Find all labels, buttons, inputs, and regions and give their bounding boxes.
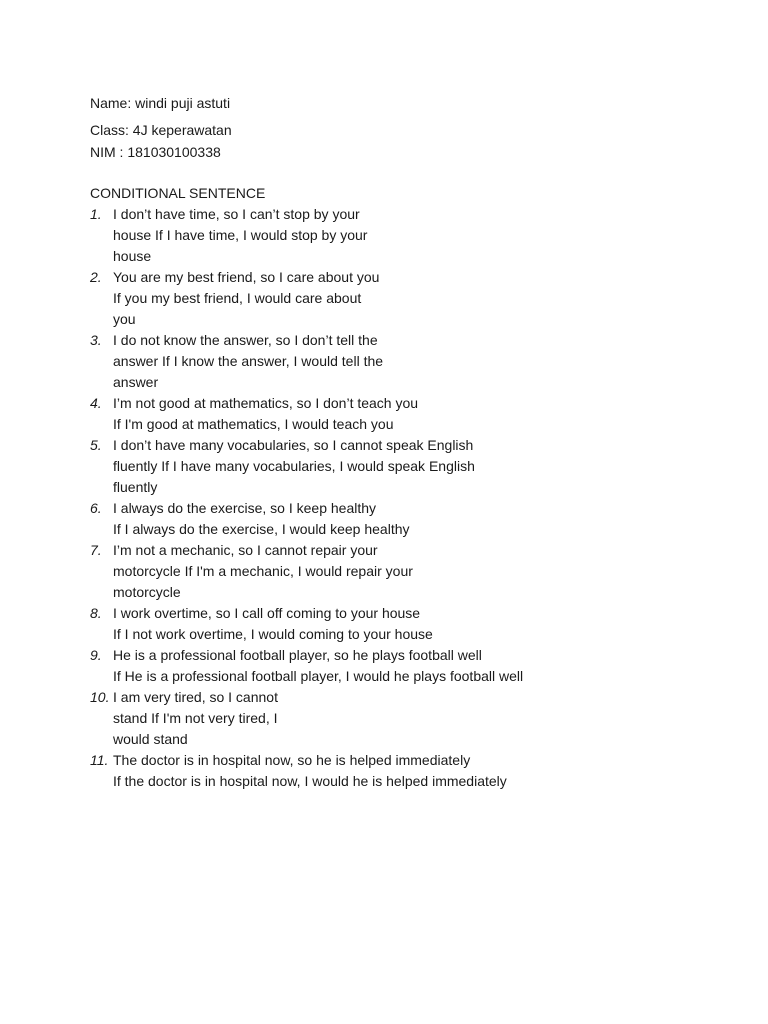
- list-item-number: 7.: [90, 542, 102, 558]
- list-item-line: I always do the exercise, so I keep healthy: [113, 500, 377, 516]
- list-item-number: 2.: [90, 269, 102, 285]
- list-item-number: 5.: [90, 437, 102, 453]
- list-item: [90, 267, 750, 330]
- list-item: [90, 687, 750, 750]
- list-item-line: house If I have time, I would stop by your: [113, 227, 368, 243]
- list-item-line: stand If I'm not very tired, I: [113, 710, 278, 726]
- list-item-number: 11.: [90, 752, 109, 768]
- list-item-line: I am very tired, so I cannot: [113, 689, 278, 705]
- list-item-line: I’m not a mechanic, so I cannot repair your: [113, 542, 378, 558]
- list-item-line: would stand: [113, 731, 188, 747]
- list-item-line: house: [113, 248, 152, 264]
- list-item: [90, 498, 750, 540]
- list-item-line: If I not work overtime, I would coming to your house: [113, 626, 433, 642]
- list-item-line: I’m not good at mathematics, so I don’t teach you: [113, 395, 419, 411]
- list-item-number: 3.: [90, 332, 102, 348]
- list-item-line: answer If I know the answer, I would tell the: [113, 353, 384, 369]
- list-item-number: 8.: [90, 605, 102, 621]
- list-item-line: If the doctor is in hospital now, I would he is helped immediately: [113, 773, 507, 789]
- list-item-line: If you my best friend, I would care about: [113, 290, 362, 306]
- list-item-line: fluently: [113, 479, 158, 495]
- student-name: Name: windi puji astuti: [90, 95, 231, 111]
- list-item: [90, 393, 750, 435]
- list-item: [90, 330, 750, 393]
- list-item-line: I don’t have time, so I can’t stop by your: [113, 206, 360, 222]
- list-item-number: 9.: [90, 647, 102, 663]
- list-item-line: I do not know the answer, so I don’t tell the: [113, 332, 378, 348]
- list-item-number: 10.: [90, 689, 110, 705]
- document-title: CONDITIONAL SENTENCE: [90, 185, 266, 201]
- list-item: [90, 435, 750, 498]
- list-item-number: 6.: [90, 500, 102, 516]
- list-item-number: 1.: [90, 206, 102, 222]
- list-item-line: He is a professional football player, so he plays football well: [113, 647, 482, 663]
- list-item-line: answer: [113, 374, 159, 390]
- list-item-line: I work overtime, so I call off coming to your house: [113, 605, 421, 621]
- list-item-line: motorcycle: [113, 584, 181, 600]
- list-item-line: motorcycle If I'm a mechanic, I would repair your: [113, 563, 413, 579]
- list-item-line: If I always do the exercise, I would keep healthy: [113, 521, 410, 537]
- list-item: [90, 645, 750, 687]
- list-item: [90, 750, 750, 792]
- list-item-line: you: [113, 311, 136, 327]
- list-item-line: You are my best friend, so I care about you: [113, 269, 380, 285]
- list-item-number: 4.: [90, 395, 102, 411]
- student-class: Class: 4J keperawatan: [90, 122, 232, 138]
- student-nim: NIM : 181030100338: [90, 144, 221, 160]
- list-item: [90, 540, 750, 603]
- list-item-line: If I'm good at mathematics, I would teach you: [113, 416, 394, 432]
- list-item: [90, 603, 750, 645]
- sentence-list: [90, 204, 750, 792]
- list-item-line: If He is a professional football player, I would he plays football well: [113, 668, 524, 684]
- list-item-line: The doctor is in hospital now, so he is helped immediately: [113, 752, 471, 768]
- list-item-line: I don’t have many vocabularies, so I cannot speak English: [113, 437, 474, 453]
- list-item-line: fluently If I have many vocabularies, I would speak English: [113, 458, 475, 474]
- list-item: [90, 204, 750, 267]
